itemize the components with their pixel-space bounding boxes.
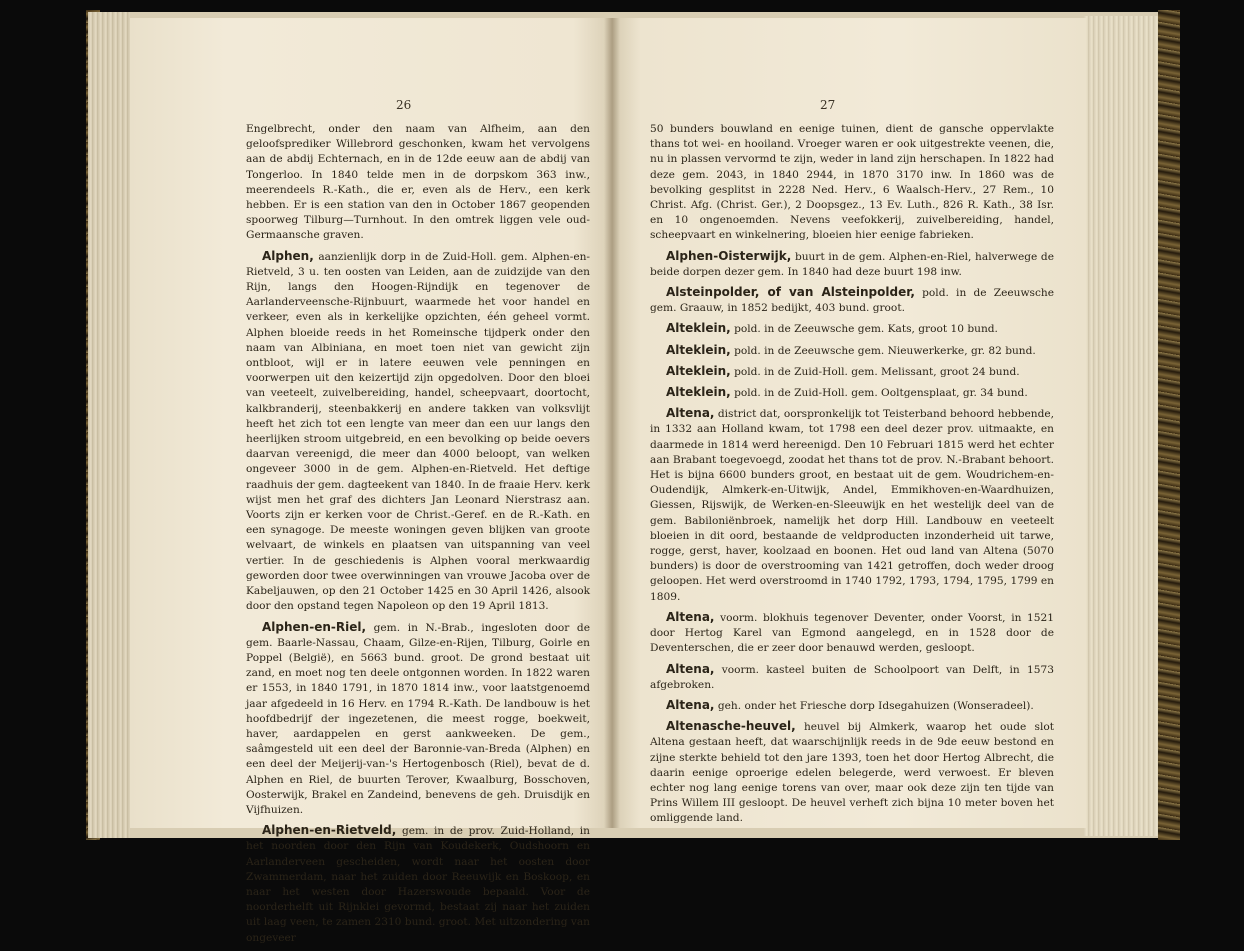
entry-paragraph [650, 285, 1054, 316]
entry-text: 50 bunders bouwland en eenige tuinen, dient de gansche oppervlakte thans tot wei- en hooiland. Vroeger waren er ook uitgestrekte veenen, die, nu in plassen vervormd te zijn, weder in land zijn herschapen. In 1822 had deze gem. 2043, in 1840 2944, in 1870 3170 inw. In 1860 was de bevolking gesplitst in 2228 Ned. Herv., 6 Waalsch-Herv., 27 Rem., 10 Christ. Afg. (Christ. Ger.), 2 Doopsgez., 13 Ev. Luth., 826 R. Kath., 38 Isr. en 10 ongenoemden. Nevens veefokkerij, zuivelbereiding, handel, scheepvaart en winkelnering, bloeien hier eenige fabrieken. [650, 123, 1054, 242]
page-stack-right [1084, 16, 1160, 836]
entry-paragraph [650, 122, 1054, 244]
entry-paragraph [650, 321, 1054, 337]
entry-headword: Altena, [666, 697, 715, 712]
entry-headword: Alphen, [262, 248, 314, 263]
entry-paragraph [246, 823, 590, 946]
entry-headword: Alphen-Oisterwijk, [666, 248, 792, 263]
entry-headword: Alsteinpolder, of van Alsteinpolder, [666, 285, 915, 300]
entry-paragraph [650, 698, 1054, 714]
book-edge-marbled-right [1158, 10, 1180, 840]
entry-paragraph [650, 385, 1054, 401]
entry-text: pold. in de Zeeuwsche gem. Nieuwerkerke, gr. 82 bund. [730, 344, 1036, 357]
entry-text: gem. in N.-Brab., ingesloten door de gem. Baarle-Nassau, Chaam, Gilze-en-Rijen, Tilburg, Goirle en Poppel (België), en 5663 bund. groot. De grond bestaat uit zand, en moet nog ten deele ontgonnen worden. In 1822 waren er 1553, in 1840 1791, in 1870 1814 inw., voor laatstgenoemd jaar afgedeeld in 16 Herv. en 1794 R.-Kath. De landbouw is het hoofdbedrijf der ingezetenen, die meest rogge, boekweit, haver, aardappelen en gerst aankweeken. De gem., saâmgesteld uit een deel der Baronnie-van-Breda (Alphen) en een deel der Meijerij-van-'s Hertogenbosch (Riel), bevat de d. Alphen en Riel, de buurten Terover, Kwaalburg, Bosschoven, Oosterwijk, Brakel en Zandeind, benevens de geh. Druisdijk en Vijfhuizen. [246, 621, 590, 816]
entry-headword: Alteklein, [666, 385, 731, 400]
entry-text: voorm. blokhuis tegenover Deventer, onder Voorst, in 1521 door Hertog Karel van Egmond aangelegd, en in 1528 door de Deventerschen, die er zeer door benauwd werden, gesloopt. [650, 611, 1054, 655]
entry-paragraph [650, 662, 1054, 693]
entry-text: gem. in de prov. Zuid-Holland, in het noorden door den Rijn van Koudekerk, Oudshoorn en Aarlanderveen gescheiden, wordt naar het oosten door Zwammerdam, naar het zuiden door Reeuwijk en Boskoop, en naar het westen door Hazerswoude bepaald. Voor de noorderhelft uit Rijnklei gevormd, bestaat zij naar het zuiden uit laag veen, te zamen 2310 bund. groot. Met uitzondering van ongeveer [246, 825, 590, 944]
entry-text: buurt in de gem. Alphen-en-Riel, halverwege de beide dorpen dezer gem. In 1840 had deze buurt 198 inw. [650, 250, 1054, 278]
page-number-right: 27 [820, 98, 836, 112]
entry-headword: Alteklein, [666, 342, 731, 357]
entry-text: pold. in de Zeeuwsche gem. Kats, groot 10 bund. [730, 323, 998, 336]
entry-text: Engelbrecht, onder den naam van Alfheim, aan den geloofsprediker Willebrord geschonken, kwam het vervolgens aan de abdij Echternach, en in de 12de eeuw aan de abdij van Tongerloo. In 1840 telde men in de dorpskom 363 inw., meerendeels R.-Kath., die er, even als de Herv., een kerk hebben. Er is een station van den in October 1867 geopenden spoorweg Tilburg—Turnhout. In den omtrek liggen vele oud-Germaansche graven. [246, 123, 590, 242]
entry-paragraph [650, 343, 1054, 359]
entry-headword: Alteklein, [666, 321, 731, 336]
book-gutter [604, 18, 620, 828]
entry-text: heuvel bij Almkerk, waarop het oude slot Altena gestaan heeft, dat waarschijnlijk reeds in de 9de eeuw bestond en zijne sterkte behield tot den jare 1393, toen het door Hertog Albrecht, die daarin eenige oproerige edelen belegerde, werd verwoest. Er bleven echter nog lang eenige torens van over, maar ook deze zijn ten tijde van Prins Willem III gesloopt. De heuvel verheft zich bijna 10 meter boven het omliggende land. [650, 721, 1054, 825]
entry-paragraph [650, 719, 1054, 826]
entry-paragraph [246, 620, 590, 819]
page-stack-left [88, 12, 130, 838]
entry-text: voorm. kasteel buiten de Schoolpoort van Delft, in 1573 afgebroken. [650, 663, 1054, 691]
entry-text: geh. onder het Friesche dorp Idsegahuizen (Wonseradeel). [714, 699, 1034, 712]
entry-headword: Alphen-en-Riel, [262, 619, 367, 634]
entry-text: pold. in de Zeeuwsche gem. Graauw, in 1852 bedijkt, 403 bund. groot. [650, 287, 1055, 315]
entry-text: pold. in de Zuid-Holl. gem. Melissant, groot 24 bund. [730, 365, 1020, 378]
entry-headword: Altena, [666, 661, 715, 676]
entry-paragraph [246, 122, 590, 244]
entry-text: aanzienlijk dorp in de Zuid-Holl. gem. Alphen-en-Rietveld, 3 u. ten oosten van Leiden, aan de zuidzijde van den Rijn, langs den Hoogen-Rijndijk en tegenover de Aarlanderveensche-Rijnbuurt, waarmede het voor handel en verkeer, even als in kerkelijke opzichten, één geheel vormt. Alphen bloeide reeds in het Romeinsche tijdperk onder den naam van Albiniana, en moet toen niet van gewicht zijn ontbloot, wijl er in latere eeuwen vele penningen en voorwerpen uit den keizertijd zijn opgedolven. Door den bloei van veeteelt, zuivelbereiding, handel, scheepvaart, doortocht, kalkbranderij, steenbakkerij en andere takken van volksvlijt heeft het zich tot een lengte van meer dan een uur langs den heerlijken stroom uitgebreid, en een bevolking op beide oevers daarvan vereenigd, die meer dan 4000 beloopt, van welken ongeveer 3000 in de gem. Alphen-en-Rietveld. Het deftige raadhuis der gem. dagteekent van 1840. In de fraaie Herv. kerk wijst men het graf des dichters Jan Leonard Nierstrasz aan. Voorts zijn er kerken voor de Christ.-Geref. en de R.-Kath. en een synagoge. De meeste woningen geven blijken van groote welvaart, de winkels en plaatsen van uitspanning van veel vertier. In de geschiedenis is Alphen vooral merkwaardig geworden door twee overwinningen van vrouwe Jacoba over de Kabeljauwen, op den 21 October 1425 en 30 April 1426, alsook door den opstand tegen Napoleon op den 19 April 1813. [246, 250, 590, 613]
entry-text: district dat, oorspronkelijk tot Teisterband behoord hebbende, in 1332 aan Holland kwam, tot 1798 een deel dezer prov. uitmaakte, en daarmede in 1814 werd hereenigd. Den 10 Februari 1815 werd het echter aan Brabant toegevoegd, zoodat het thans tot de prov. N.-Brabant behoort. Het is bijna 6600 bunders groot, en bestaat uit de gem. Woudrichem-en-Oudendijk, Almkerk-en-Uitwijk, Andel, Emmikhoven-en-Waardhuizen, Giessen, Rijswijk, de Werken-en-Sleeuwijk en het westelijk deel van de gem. Babiloniënbroek, namelijk het dorp Hill. Landbouw en veeteelt bloeien in dit oord, bestaande de veldproducten inzonderheid uit tarwe, rogge, gerst, haver, koolzaad en boonen. Het oud land van Altena (5070 bunders) is door de overstrooming van 1421 getroffen, doch weder droog geloopen. Het werd overstroomd in 1740 1792, 1793, 1794, 1795, 1799 en 1809. [650, 408, 1054, 603]
entry-paragraph [246, 249, 590, 615]
entry-paragraph [650, 406, 1054, 605]
entry-headword: Altena, [666, 406, 715, 421]
entry-headword: Altena, [666, 609, 715, 624]
entry-paragraph [650, 364, 1054, 380]
left-page [130, 18, 612, 944]
left-page-text [246, 122, 590, 951]
entry-headword: Alteklein, [666, 363, 731, 378]
entry-headword: Altenasche-heuvel, [666, 719, 796, 734]
entry-paragraph [650, 249, 1054, 280]
right-page-text [650, 122, 1054, 832]
page-number-left: 26 [396, 98, 412, 112]
entry-text: pold. in de Zuid-Holl. gem. Ooltgensplaat, gr. 34 bund. [730, 387, 1028, 400]
entry-paragraph [650, 610, 1054, 657]
right-page [612, 18, 1086, 828]
entry-headword: Alphen-en-Rietveld, [262, 823, 397, 838]
